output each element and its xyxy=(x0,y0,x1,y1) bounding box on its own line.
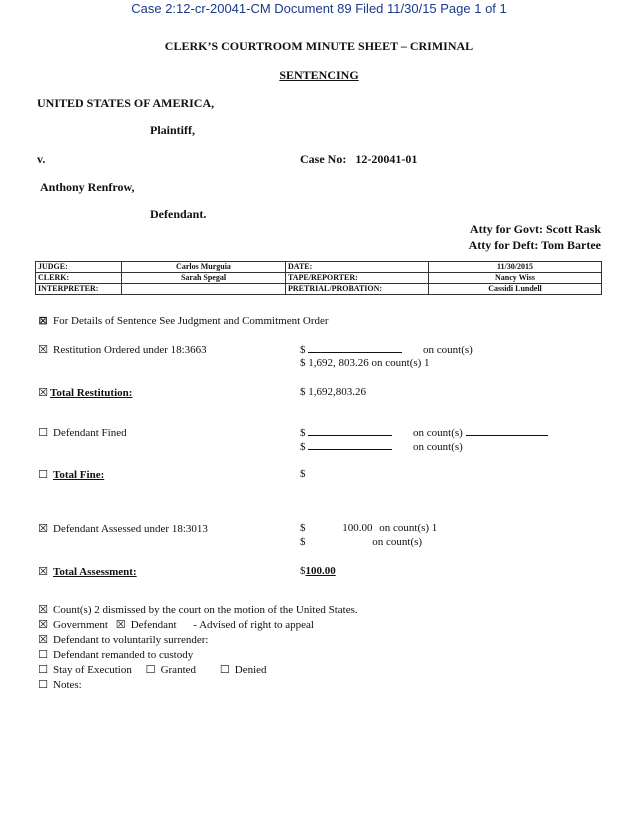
remanded-text: Defendant remanded to custody xyxy=(53,649,194,661)
checked-box-icon[interactable]: ☒ xyxy=(38,618,48,631)
count-label: on count(s) xyxy=(413,441,463,453)
page-subtitle: SENTENCING xyxy=(279,68,359,82)
dollar-sign: $ xyxy=(300,536,306,548)
assessment-amount: 100.00 xyxy=(342,522,373,534)
info-value: Carlos Murguia xyxy=(122,262,286,273)
checked-box-icon[interactable]: ☒ xyxy=(38,633,48,646)
assessment-line xyxy=(37,522,208,535)
dismissed-line xyxy=(37,603,358,616)
unchecked-box-icon[interactable]: ☐ xyxy=(38,426,48,439)
assessment-label: Defendant Assessed under 18:3013 xyxy=(53,523,208,535)
total-assessment-label: Total Assessment: xyxy=(53,566,137,578)
case-number-value: 12-20041-01 xyxy=(355,152,418,166)
total-fine-value: $ xyxy=(300,468,306,480)
remanded-line xyxy=(37,648,193,661)
assessment-amount-line-1 xyxy=(300,522,437,534)
case-number-label: Case No: xyxy=(300,152,347,166)
count-label: on count(s) xyxy=(413,427,463,439)
dollar-sign: $ xyxy=(300,427,306,439)
table-row xyxy=(36,284,602,295)
details-line xyxy=(37,314,329,327)
versus: v. xyxy=(37,152,46,166)
government-label: Government xyxy=(53,619,108,631)
total-fine-label: Total Fine: xyxy=(53,469,105,481)
checked-box-icon[interactable]: ☒ xyxy=(38,522,48,535)
blank-line xyxy=(466,426,548,436)
info-value: 11/30/2015 xyxy=(429,262,602,273)
notes-line xyxy=(37,678,82,691)
unchecked-box-icon[interactable]: ☐ xyxy=(38,468,48,481)
checked-box-icon[interactable]: ☒ xyxy=(115,618,126,631)
info-label: TAPE/REPORTER: xyxy=(286,273,429,284)
fine-label: Defendant Fined xyxy=(53,427,127,439)
page-title: CLERK’S COURTROOM MINUTE SHEET – CRIMINAL xyxy=(164,39,474,53)
atty-for-govt: Atty for Govt: Scott Rask xyxy=(469,222,601,236)
info-label: DATE: xyxy=(286,262,429,273)
atty-for-deft: Atty for Deft: Tom Bartee xyxy=(468,238,601,252)
case-number xyxy=(300,152,417,167)
details-text: For Details of Sentence See Judgment and Commitment Order xyxy=(53,315,329,327)
total-fine-line xyxy=(37,468,104,481)
granted-text: Granted xyxy=(160,664,197,676)
count-label: on count(s) xyxy=(372,536,423,548)
checked-box-icon[interactable]: ⊠ xyxy=(38,314,48,327)
unchecked-box-icon[interactable]: ☐ xyxy=(38,663,48,676)
restitution-amount-line-1 xyxy=(300,343,473,356)
info-label: PRETRIAL/PROBATION: xyxy=(286,284,429,295)
table-row xyxy=(36,273,602,284)
count-label: on count(s) xyxy=(423,344,473,356)
dollar-sign: $ xyxy=(300,522,306,534)
dollar-sign: $ xyxy=(300,441,306,453)
total-restitution-line xyxy=(37,386,132,399)
dollar-sign: $ xyxy=(300,565,306,577)
checked-box-icon[interactable]: ☒ xyxy=(38,603,48,616)
appeal-line xyxy=(37,618,314,631)
count-label: on count(s) 1 xyxy=(379,522,438,534)
stay-line xyxy=(37,663,267,676)
blank-line xyxy=(308,343,402,353)
info-value: Cassidi Lundell xyxy=(429,284,602,295)
total-restitution-value: $ 1,692,803.26 xyxy=(300,386,366,398)
assessment-amount-line-2 xyxy=(300,536,422,548)
notes-label: Notes: xyxy=(53,679,82,691)
info-label: CLERK: xyxy=(36,273,122,284)
blank-line xyxy=(308,440,392,450)
defendant-name: Anthony Renfrow, xyxy=(40,180,135,194)
dollar-sign: $ xyxy=(300,344,306,356)
plaintiff-role: Plaintiff, xyxy=(150,123,195,137)
blank-line xyxy=(308,426,392,436)
info-label: INTERPRETER: xyxy=(36,284,122,295)
stay-text: Stay of Execution xyxy=(53,664,132,676)
plaintiff-name: UNITED STATES OF AMERICA, xyxy=(37,96,215,110)
info-value xyxy=(122,284,286,295)
surrender-line xyxy=(37,633,208,646)
checked-box-icon[interactable]: ☒ xyxy=(38,565,48,578)
restitution-label: Restitution Ordered under 18:3663 xyxy=(53,344,207,356)
total-restitution-label: Total Restitution: xyxy=(50,387,133,399)
unchecked-box-icon[interactable]: ☐ xyxy=(38,648,48,661)
appeal-text: - Advised of right to appeal xyxy=(193,619,314,631)
info-value: Sarah Spegal xyxy=(122,273,286,284)
restitution-amount-line-2: $ 1,692, 803.26 on count(s) 1 xyxy=(300,357,430,369)
defendant-role: Defendant. xyxy=(150,207,207,221)
total-assessment-value xyxy=(300,565,336,577)
surrender-text: Defendant to voluntarily surrender: xyxy=(53,634,209,646)
restitution-line xyxy=(37,343,207,356)
checked-box-icon[interactable]: ☒ xyxy=(38,386,48,399)
fine-amount-line-1 xyxy=(300,426,548,439)
court-info-table xyxy=(35,261,602,295)
total-assessment-line xyxy=(37,565,137,578)
unchecked-box-icon[interactable]: ☐ xyxy=(219,663,230,676)
fine-line xyxy=(37,426,127,439)
defendant-label: Defendant xyxy=(130,619,177,631)
court-filing-stamp: Case 2:12-cr-20041-CM Document 89 Filed 11/30/15 Page 1 of 1 xyxy=(131,1,507,16)
table-row xyxy=(36,262,602,273)
unchecked-box-icon[interactable]: ☐ xyxy=(38,678,48,691)
dismissed-text: Count(s) 2 dismissed by the court on the motion of the United States. xyxy=(53,604,358,616)
denied-text: Denied xyxy=(234,664,267,676)
fine-amount-line-2 xyxy=(300,440,463,453)
unchecked-box-icon[interactable]: ☐ xyxy=(145,663,156,676)
info-value: Nancy Wiss xyxy=(429,273,602,284)
total-assessment-amount: 100.00 xyxy=(305,565,336,577)
info-label: JUDGE: xyxy=(36,262,122,273)
checked-box-icon[interactable]: ☒ xyxy=(38,343,48,356)
